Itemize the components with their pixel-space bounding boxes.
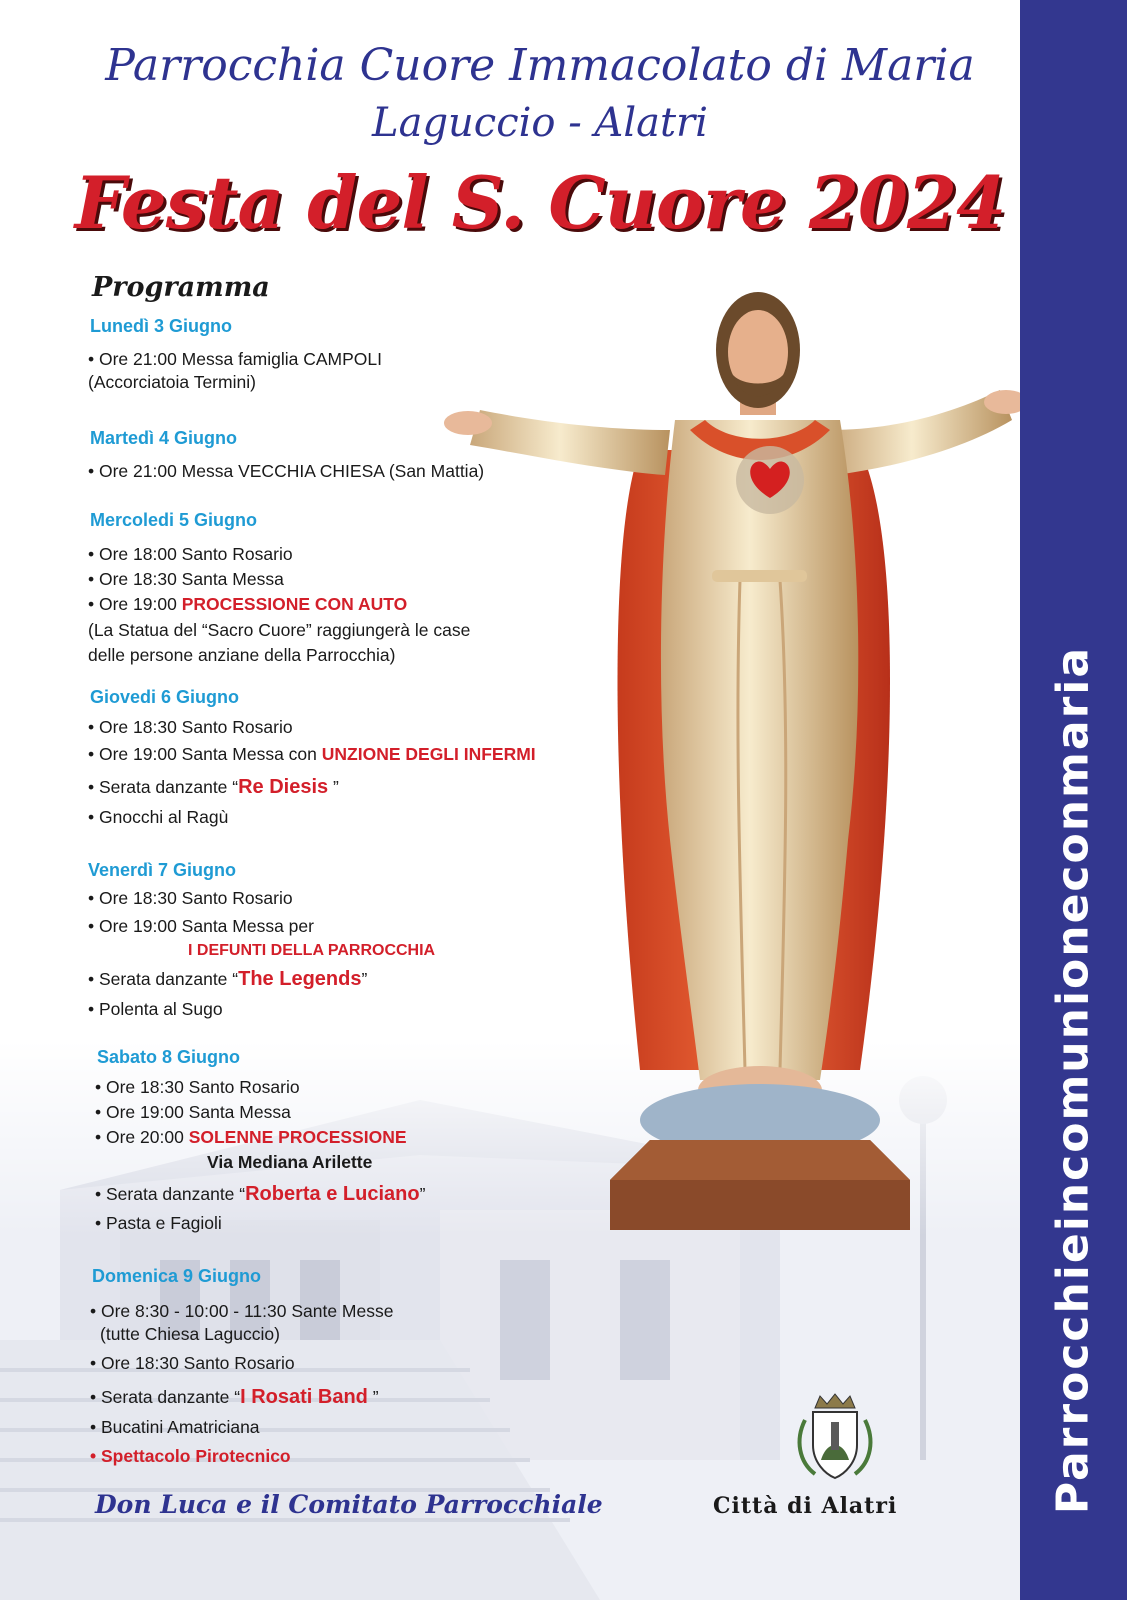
schedule-line: [95, 1127, 407, 1148]
schedule-line: • Pasta e Fagioli: [95, 1213, 222, 1233]
parish-name: Parrocchia Cuore Immacolato di Maria: [105, 40, 975, 91]
schedule-line: [88, 744, 536, 765]
schedule-line: • Polenta al Sugo: [88, 999, 223, 1019]
schedule-text: ”: [328, 777, 339, 797]
schedule-text: ”: [419, 1184, 426, 1204]
schedule-line: [95, 1183, 425, 1206]
day-heading: Martedì 4 Giugno: [90, 428, 238, 448]
organizer-credit: Don Luca e il Comitato Parrocchiale: [95, 1490, 603, 1519]
band-name: Re Diesis: [238, 776, 329, 798]
band-name: I Rosati Band: [240, 1386, 368, 1408]
highlight-event: Spettacolo Pirotecnico: [101, 1446, 291, 1466]
schedule-line: • Gnocchi al Ragù: [88, 807, 229, 827]
schedule-line: • Ore 21:00 Messa famiglia CAMPOLI: [88, 349, 383, 369]
schedule-time: • Ore 20:00: [95, 1127, 189, 1147]
schedule-text: ”: [367, 1387, 379, 1407]
schedule-line: [88, 968, 367, 991]
schedule-line: • Ore 18:30 Santo Rosario: [90, 1353, 295, 1373]
schedule-line: • Ore 21:00 Messa VECCHIA CHIESA (San Mattia): [88, 461, 485, 481]
schedule-line: [90, 1386, 379, 1409]
schedule-line: (tutte Chiesa Laguccio): [100, 1324, 280, 1344]
day-heading: Lunedì 3 Giugno: [90, 316, 232, 336]
schedule-bullet: •: [90, 1446, 101, 1466]
schedule-line: • Ore 19:00 Santa Messa: [95, 1102, 291, 1122]
schedule-line: (Accorciatoia Termini): [88, 372, 256, 392]
event-title: Festa del S. Cuore 2024: [74, 160, 1006, 245]
schedule-text: • Serata danzante “: [95, 1184, 246, 1204]
city-name: Città di Alatri: [713, 1493, 898, 1519]
schedule-line: • Ore 18:30 Santa Messa: [88, 569, 284, 589]
schedule-time: • Ore 19:00 Santa Messa con: [88, 744, 322, 764]
schedule-line: • Ore 8:30 - 10:00 - 11:30 Sante Messe: [90, 1301, 394, 1321]
schedule-line: [88, 594, 407, 615]
schedule-line: delle persone anziane della Parrocchia): [88, 645, 396, 665]
side-band-text: Parrocchieincomunioneconmaria: [1047, 645, 1099, 1515]
schedule-text: • Serata danzante “: [88, 777, 239, 797]
schedule-line: [88, 776, 339, 799]
schedule-line: • Ore 18:30 Santo Rosario: [95, 1077, 300, 1097]
schedule-line: • Ore 18:30 Santo Rosario: [88, 717, 293, 737]
schedule-text: • Serata danzante “: [88, 969, 239, 989]
schedule-line: (La Statua del “Sacro Cuore” raggiungerà le case: [88, 620, 471, 640]
parish-location: Laguccio - Alatri: [372, 100, 708, 146]
day-heading: Domenica 9 Giugno: [92, 1266, 262, 1286]
day-heading: Venerdì 7 Giugno: [88, 860, 237, 880]
procession-route: Via Mediana Arilette: [207, 1152, 373, 1172]
program-heading: Programma: [92, 272, 270, 303]
highlight-event: I DEFUNTI DELLA PARROCCHIA: [188, 942, 436, 959]
schedule-text: • Serata danzante “: [90, 1387, 241, 1407]
schedule-line: • Ore 18:30 Santo Rosario: [88, 888, 293, 908]
day-heading: Giovedi 6 Giugno: [90, 687, 240, 707]
band-name: The Legends: [238, 968, 362, 990]
schedule-line: • Bucatini Amatriciana: [90, 1417, 260, 1437]
schedule-text: ”: [361, 969, 368, 989]
city-crest-logo: [785, 1390, 885, 1482]
highlight-event: PROCESSIONE CON AUTO: [181, 594, 408, 614]
band-name: Roberta e Luciano: [245, 1183, 420, 1205]
schedule-line: • Ore 19:00 Santa Messa per: [88, 916, 314, 936]
day-heading: Mercoledi 5 Giugno: [90, 510, 258, 530]
schedule-line: • Ore 18:00 Santo Rosario: [88, 544, 293, 564]
schedule-line: [90, 1446, 291, 1467]
highlight-event: UNZIONE DEGLI INFERMI: [321, 744, 536, 764]
day-heading: Sabato 8 Giugno: [97, 1047, 241, 1067]
highlight-event: SOLENNE PROCESSIONE: [188, 1127, 407, 1147]
schedule-time: • Ore 19:00: [88, 594, 182, 614]
